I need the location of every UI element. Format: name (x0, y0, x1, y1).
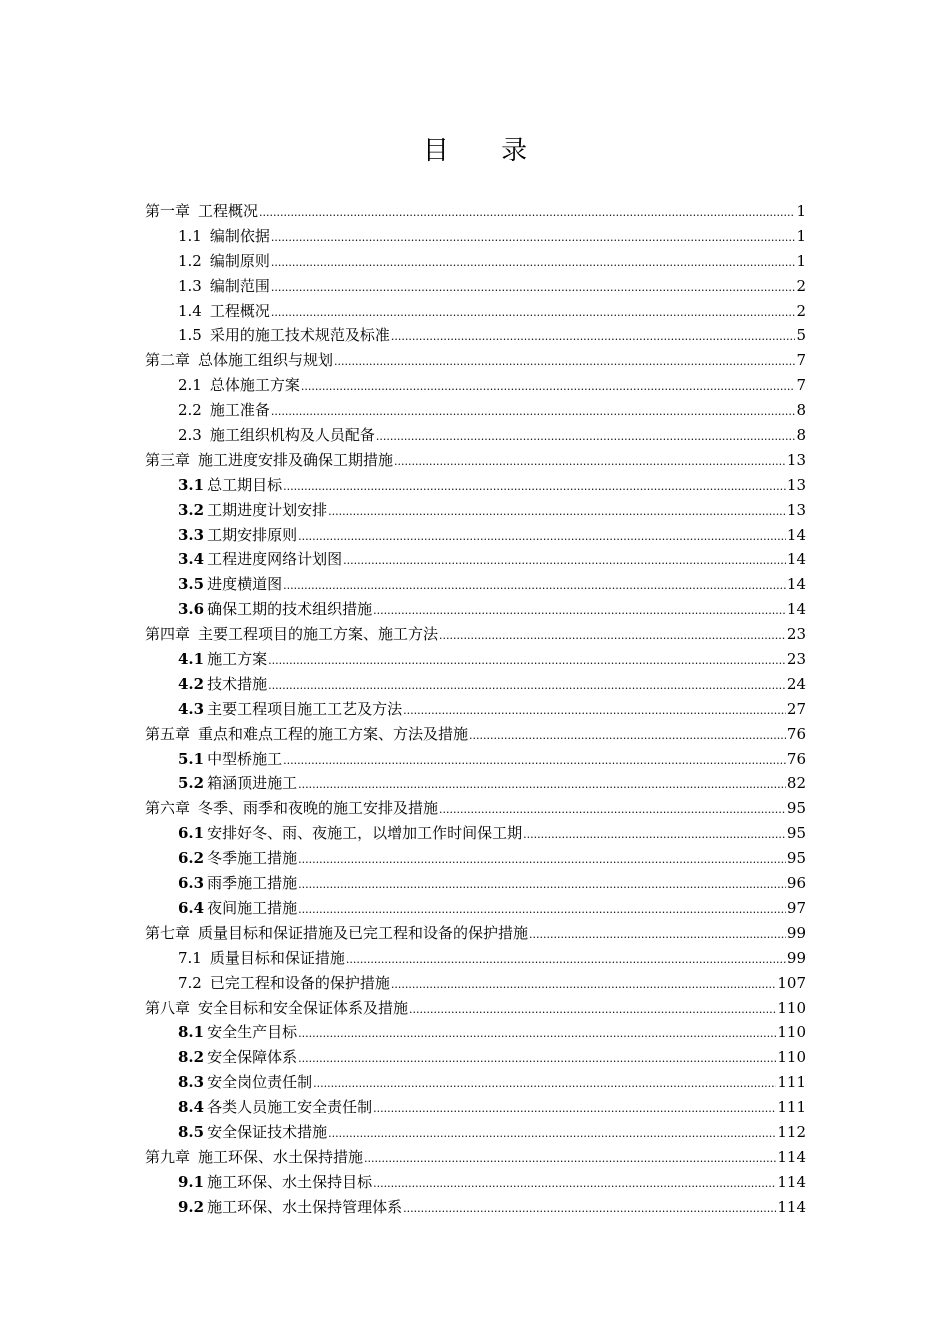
toc-chapter-entry[interactable] (145, 348, 806, 373)
toc-dot-leader (328, 498, 786, 525)
toc-dot-leader (298, 1020, 776, 1047)
toc-entry-number: 第七章 (145, 923, 191, 942)
toc-page-number: 24 (786, 674, 806, 693)
toc-page-number: 76 (786, 749, 806, 768)
toc-entry-label: 安全目标和安全保证体系及措施 (198, 998, 409, 1017)
toc-page-number: 5 (796, 326, 806, 345)
toc-page-number: 99 (786, 923, 806, 942)
toc-page-number: 8 (796, 401, 806, 420)
toc-entry-number: 5.2 (178, 774, 205, 793)
toc-section-entry[interactable] (145, 498, 806, 523)
toc-entry-label: 施工组织机构及人员配备 (209, 426, 375, 445)
toc-entry-label: 主要工程项目施工工艺及方法 (207, 699, 403, 718)
toc-page-number: 114 (777, 1197, 806, 1216)
toc-entry-number: 3.2 (178, 500, 205, 519)
toc-entry-label: 冬季、雨季和夜晚的施工安排及措施 (198, 799, 439, 818)
toc-dot-leader (409, 996, 776, 1023)
toc-page-number: 8 (796, 426, 806, 445)
toc-entry-label: 编制原则 (209, 251, 270, 270)
toc-entry-number: 5.1 (178, 749, 205, 768)
toc-page-number: 95 (786, 824, 806, 843)
toc-entry-label: 安全生产目标 (207, 1023, 298, 1042)
toc-section-entry[interactable] (145, 597, 806, 622)
toc-entry-number: 3.4 (178, 550, 205, 569)
toc-entry-number: 第六章 (145, 799, 191, 818)
toc-dot-leader (313, 1070, 776, 1097)
toc-section-entry[interactable] (145, 1045, 806, 1070)
toc-entry-label: 编制范围 (209, 276, 270, 295)
toc-page-number: 110 (777, 1023, 806, 1042)
toc-section-entry[interactable] (145, 1195, 806, 1220)
toc-page-number: 13 (786, 475, 806, 494)
toc-entry-number: 第三章 (145, 450, 191, 469)
toc-dot-leader (271, 249, 796, 276)
toc-section-entry[interactable] (145, 771, 806, 796)
toc-entry-label: 工程进度网络计划图 (207, 550, 343, 569)
toc-section-entry[interactable] (145, 946, 806, 971)
toc-dot-leader (346, 946, 786, 973)
toc-dot-leader (439, 622, 786, 649)
toc-entry-number: 第九章 (145, 1147, 191, 1166)
toc-page-number: 95 (786, 849, 806, 868)
toc-section-entry[interactable] (145, 1020, 806, 1045)
toc-entry-label: 总体施工组织与规划 (198, 351, 334, 370)
toc-entry-number: 1.5 (178, 326, 202, 345)
toc-entry-number: 第一章 (145, 202, 191, 220)
toc-entry-label: 箱涵顶进施工 (207, 774, 298, 793)
toc-entry-label: 编制依据 (209, 226, 270, 245)
toc-page-number: 95 (786, 799, 806, 818)
toc-page-number: 7 (796, 351, 806, 370)
toc-dot-leader (403, 697, 786, 724)
toc-page-number: 1 (796, 226, 806, 245)
toc-section-entry[interactable] (145, 1170, 806, 1195)
toc-entry-number: 8.5 (178, 1122, 205, 1141)
toc-dot-leader (391, 971, 776, 998)
toc-entry-label: 施工进度安排及确保工期措施 (198, 450, 394, 469)
toc-page-number: 97 (786, 898, 806, 917)
toc-dot-leader (364, 1145, 776, 1172)
toc-dot-leader (298, 871, 786, 898)
toc-dot-leader (529, 921, 786, 948)
toc-page-number: 13 (786, 450, 806, 469)
toc-entry-number: 3.5 (178, 575, 205, 594)
toc-chapter-entry[interactable] (145, 199, 806, 224)
toc-dot-leader (373, 1170, 776, 1197)
toc-dot-leader (343, 547, 786, 574)
toc-section-entry[interactable] (145, 971, 806, 996)
toc-entry-number: 6.3 (178, 874, 205, 893)
toc-entry-number: 1.3 (178, 276, 202, 295)
toc-entry-label: 工期进度计划安排 (207, 500, 328, 519)
toc-dot-leader (268, 672, 786, 699)
toc-chapter-entry[interactable] (145, 996, 806, 1021)
toc-entry-number: 第二章 (145, 351, 191, 370)
toc-section-entry[interactable] (145, 747, 806, 772)
toc-title: 目 录 (422, 136, 550, 166)
toc-page-number: 96 (786, 874, 806, 893)
toc-section-entry[interactable] (145, 299, 806, 324)
toc-page-number: 14 (786, 600, 806, 619)
toc-section-entry[interactable] (145, 398, 806, 423)
toc-entry-number: 1.4 (178, 301, 202, 320)
toc-entry-label: 总工期目标 (207, 475, 283, 494)
toc-dot-leader (469, 722, 786, 749)
toc-section-entry[interactable] (145, 647, 806, 672)
toc-page-number: 111 (777, 1098, 806, 1117)
toc-dot-leader (283, 572, 786, 599)
toc-entry-label: 安排好冬、雨、夜施工，以增加工作时间保工期 (207, 824, 523, 843)
toc-dot-leader (283, 747, 786, 774)
toc-entry-label: 质量目标和保证措施 (209, 948, 345, 967)
toc-entry-number: 1.2 (178, 251, 202, 270)
toc-section-entry[interactable] (145, 523, 806, 548)
toc-page-number: 82 (786, 774, 806, 793)
toc-entry-number: 第五章 (145, 724, 191, 743)
toc-dot-leader (298, 1045, 776, 1072)
toc-dot-leader (271, 299, 796, 326)
toc-page-number: 111 (777, 1073, 806, 1092)
toc-entry-label: 施工准备 (209, 401, 270, 420)
toc-section-entry[interactable] (145, 373, 806, 398)
toc-dot-leader (439, 796, 786, 823)
toc-chapter-entry[interactable] (145, 921, 806, 946)
toc-page-number: 7 (796, 376, 806, 395)
toc-entry-label: 工程概况 (198, 202, 259, 220)
toc-page-number: 112 (777, 1122, 806, 1141)
toc-entry-number: 8.1 (178, 1023, 205, 1042)
toc-entry-label: 雨季施工措施 (207, 874, 298, 893)
toc-entry-label: 施工环保、水土保持管理体系 (207, 1197, 403, 1216)
toc-entry-number: 4.2 (178, 674, 205, 693)
toc-page-number: 14 (786, 525, 806, 544)
toc-dot-leader (298, 846, 786, 873)
toc-entry-label: 冬季施工措施 (207, 849, 298, 868)
toc-page-number: 23 (786, 650, 806, 669)
toc-chapter-entry[interactable] (145, 722, 806, 747)
toc-entry-number: 6.1 (178, 824, 205, 843)
toc-page-number: 23 (786, 625, 806, 644)
toc-dot-leader (328, 1120, 776, 1147)
toc-entry-label: 施工环保、水土保持措施 (198, 1147, 364, 1166)
toc-entry-number: 3.6 (178, 600, 205, 619)
toc-entry-label: 工程概况 (209, 301, 270, 320)
toc-chapter-entry[interactable] (145, 796, 806, 821)
toc-entry-label: 主要工程项目的施工方案、施工方法 (198, 625, 439, 644)
toc-entry-number: 7.1 (178, 948, 202, 967)
toc-entry-number: 8.2 (178, 1048, 205, 1067)
toc-entry-label: 安全保障体系 (207, 1048, 298, 1067)
toc-entry-number: 2.2 (178, 401, 202, 420)
toc-section-entry[interactable] (145, 423, 806, 448)
toc-entry-label: 技术措施 (207, 674, 268, 693)
toc-page-number: 107 (777, 973, 806, 992)
toc-dot-leader (271, 274, 796, 301)
toc-page-number: 1 (796, 251, 806, 270)
toc-page-number: 14 (786, 575, 806, 594)
toc-section-entry[interactable] (145, 547, 806, 572)
toc-entry-label: 安全岗位责任制 (207, 1073, 313, 1092)
toc-entry-label: 工期安排原则 (207, 525, 298, 544)
toc-entry-number: 2.3 (178, 426, 202, 445)
toc-entry-label: 夜间施工措施 (207, 898, 298, 917)
toc-section-entry[interactable] (145, 896, 806, 921)
toc-section-entry[interactable] (145, 871, 806, 896)
toc-page-number: 14 (786, 550, 806, 569)
toc-dot-leader (301, 373, 796, 400)
toc-entry-number: 第八章 (145, 998, 191, 1017)
toc-entry-label: 确保工期的技术组织措施 (207, 600, 373, 619)
toc-page-number: 114 (777, 1172, 806, 1191)
toc-entry-number: 2.1 (178, 376, 202, 395)
toc-section-entry[interactable] (145, 323, 806, 348)
toc-section-entry[interactable] (145, 697, 806, 722)
toc-chapter-entry[interactable] (145, 448, 806, 473)
toc-entry-label: 总体施工方案 (209, 376, 300, 395)
toc-dot-leader (298, 896, 786, 923)
toc-section-entry[interactable] (145, 846, 806, 871)
toc-page-number: 76 (786, 724, 806, 743)
toc-entry-label: 安全保证技术措施 (207, 1122, 328, 1141)
toc-entry-number: 7.2 (178, 973, 202, 992)
toc-page-number: 110 (777, 998, 806, 1017)
toc-entry-number: 第四章 (145, 625, 191, 644)
toc-entry-number: 1.1 (178, 226, 202, 245)
toc-dot-leader (271, 398, 796, 425)
toc-entry-label: 施工方案 (207, 650, 268, 669)
toc-section-entry[interactable] (145, 821, 806, 846)
toc-dot-leader (394, 448, 786, 475)
toc-dot-leader (334, 348, 795, 375)
toc-entry-number: 9.1 (178, 1172, 205, 1191)
toc-dot-leader (298, 523, 786, 550)
toc-page-number: 2 (796, 301, 806, 320)
toc-dot-leader (271, 224, 796, 251)
toc-dot-leader (298, 771, 786, 798)
toc-section-entry[interactable] (145, 1095, 806, 1120)
toc-entry-number: 3.3 (178, 525, 205, 544)
toc-chapter-entry[interactable] (145, 622, 806, 647)
toc-entry-label: 采用的施工技术规范及标准 (209, 326, 390, 345)
toc-entry-number: 4.1 (178, 650, 205, 669)
toc-entry-label: 进度横道图 (207, 575, 283, 594)
toc-entry-number: 4.3 (178, 699, 205, 718)
toc-page-number: 99 (786, 948, 806, 967)
toc-dot-leader (403, 1195, 776, 1222)
toc-section-entry[interactable] (145, 572, 806, 597)
toc-section-entry[interactable] (145, 224, 806, 249)
toc-page-number: 114 (777, 1147, 806, 1166)
toc-entry-label: 施工环保、水土保持目标 (207, 1172, 373, 1191)
toc-page-number: 2 (796, 276, 806, 295)
toc-dot-leader (391, 323, 796, 350)
toc-entry-number: 3.1 (178, 475, 205, 494)
toc-entry-label: 重点和难点工程的施工方案、方法及措施 (198, 724, 469, 743)
toc-section-entry[interactable] (145, 473, 806, 498)
table-of-contents (145, 199, 806, 1220)
toc-entry-label: 已完工程和设备的保护措施 (209, 973, 390, 992)
toc-entry-number: 8.3 (178, 1073, 205, 1092)
toc-section-entry[interactable] (145, 274, 806, 299)
toc-page-number: 13 (786, 500, 806, 519)
toc-section-entry[interactable] (145, 672, 806, 697)
toc-dot-leader (376, 423, 796, 450)
toc-entry-number: 6.4 (178, 898, 205, 917)
toc-section-entry[interactable] (145, 1120, 806, 1145)
toc-entry-label: 中型桥施工 (207, 749, 283, 768)
toc-page-number: 110 (777, 1048, 806, 1067)
toc-page-number: 1 (796, 202, 806, 220)
toc-dot-leader (523, 821, 786, 848)
toc-section-entry[interactable] (145, 1070, 806, 1095)
toc-dot-leader (283, 473, 786, 500)
toc-dot-leader (259, 199, 795, 226)
toc-entry-label: 各类人员施工安全责任制 (207, 1098, 373, 1117)
toc-section-entry[interactable] (145, 249, 806, 274)
toc-entry-number: 8.4 (178, 1098, 205, 1117)
toc-entry-number: 9.2 (178, 1197, 205, 1216)
toc-dot-leader (373, 1095, 776, 1122)
toc-page-number: 27 (786, 699, 806, 718)
toc-chapter-entry[interactable] (145, 1145, 806, 1170)
toc-entry-label: 质量目标和保证措施及已完工程和设备的保护措施 (198, 923, 529, 942)
toc-dot-leader (268, 647, 786, 674)
toc-entry-number: 6.2 (178, 849, 205, 868)
toc-dot-leader (373, 597, 786, 624)
